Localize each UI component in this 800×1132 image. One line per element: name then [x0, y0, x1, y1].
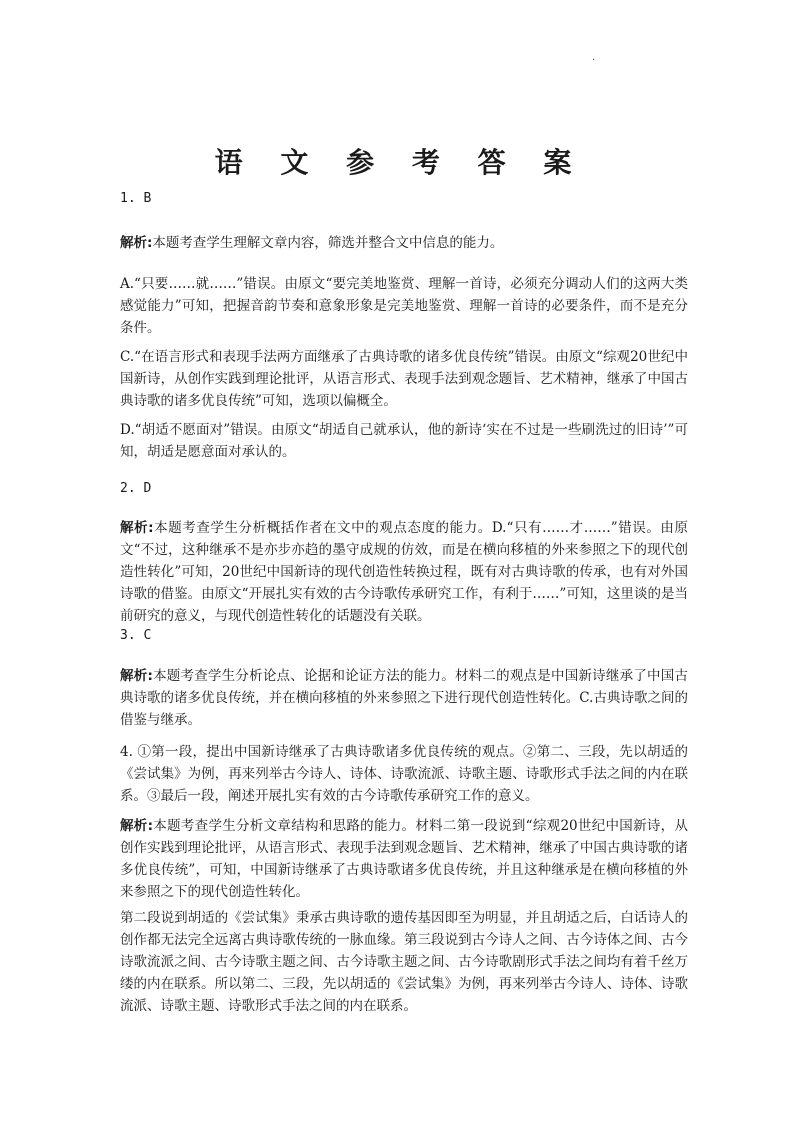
q2-answer: 2. D: [120, 481, 152, 496]
corner-mark: .: [592, 52, 596, 63]
q4-analysis: [120, 815, 688, 903]
q4-analysis-text: 本题考查学生分析文章结构和思路的能力。材料二第一段说到“综观20世纪中国新诗，从创作实践到理论批评，从语言形式、表现手法到观念题旨、艺术精神，继承了中国古典诗歌的诸多优良传统”，可知，中国新诗继承了古典诗歌诸多优良传统，并且这种继承是在横向移植的外来参照之下的现代创造性转化。: [120, 818, 688, 900]
q3-answer: 3. C: [120, 628, 152, 643]
q1-analysis-text: 本题考查学生理解文章内容，筛选并整合文中信息的能力。: [152, 235, 504, 251]
q1-option-a: A.“只要……就……”错误。由原文“要完美地鉴赏、理解一首诗，必须充分调动人们的这两大类感觉能力”可知，把握音韵节奏和意象形象是完美地鉴赏、理解一首诗的必要条件，而不是充分条件。: [120, 276, 688, 336]
q1-option-d: D.“胡适不愿面对”错误。由原文“胡适自己就承认，他的新诗‘实在不过是一些刷洗过的旧诗’”可知，胡适是愿意面对承认的。: [120, 422, 688, 460]
page-title: 语 文 参 考 答 案: [214, 146, 586, 179]
q1-analysis: [120, 232, 688, 254]
q4-analysis-continued: 第二段说到胡适的《尝试集》秉承古典诗歌的遗传基因即至为明显，并且胡适之后，白话诗人的创作都无法完全远离古典诗歌传统的一脉血缘。第三段说到古今诗人之间、古今诗体之间、古今诗歌流派之间、古今诗歌主题之间、古今诗歌主题之间、古今诗歌剧形式手法之间均有着千丝万缕的内在联系。所以第二、三段，先以胡适的《尝试集》为例，再来列举古今诗人、诗体、诗歌流派、诗歌主题、诗歌形式手法之间的内在联系。: [120, 910, 688, 1014]
q1-answer: 1. B: [120, 191, 152, 206]
q4-answer: 4. ①第一段，提出中国新诗继承了古典诗歌诸多优良传统的观点。②第二、三段，先以胡适的《尝试集》为例，再来列举古今诗人、诗体、诗歌流派、诗歌主题、诗歌形式手法之间的内在联系。③最后一段，阐述开展扎实有效的古今诗歌传承研究工作的意义。: [120, 744, 688, 804]
q1-analysis-label: 解析:: [120, 235, 153, 251]
q1-option-c: C.“在语言形式和表现手法两方面继承了古典诗歌的诸多优良传统”错误。由原文“综观20世纪中国新诗，从创作实践到理论批评，从语言形式、表现手法到观念题旨、艺术精神，继承了中国古典诗歌的诸多优良传统”可知，选项以偏概全。: [120, 349, 688, 409]
q2-analysis-label: 解析:: [120, 520, 154, 536]
q2-analysis-text: 本题考查学生分析概括作者在文中的观点态度的能力。D.“只有……才……”错误。由原文“不过，这种继承不是亦步亦趋的墨守成规的仿效，而是在横向移植的外来参照之下的现代创造性转化”可知，20世纪中国新诗的现代创造性转换过程，既有对古典诗歌的传承，也有对外国诗歌的借鉴。由原文“开展扎实有效的古今诗歌传承研究工作，有利于……”可知，这里谈的是当前研究的意义，与现代创造性转化的话题没有关联。: [120, 520, 688, 624]
q3-analysis-label: 解析:: [120, 668, 153, 684]
q3-analysis-text: 本题考查学生分析论点、论据和论证方法的能力。材料二的观点是中国新诗继承了中国古典诗歌的诸多优良传统，并在横向移植的外来参照之下进行现代创造性转化。C.古典诗歌之间的借鉴与继承。: [120, 668, 688, 728]
q2-analysis: [120, 517, 688, 627]
q3-analysis: [120, 665, 688, 731]
q4-analysis-label: 解析:: [120, 818, 153, 834]
